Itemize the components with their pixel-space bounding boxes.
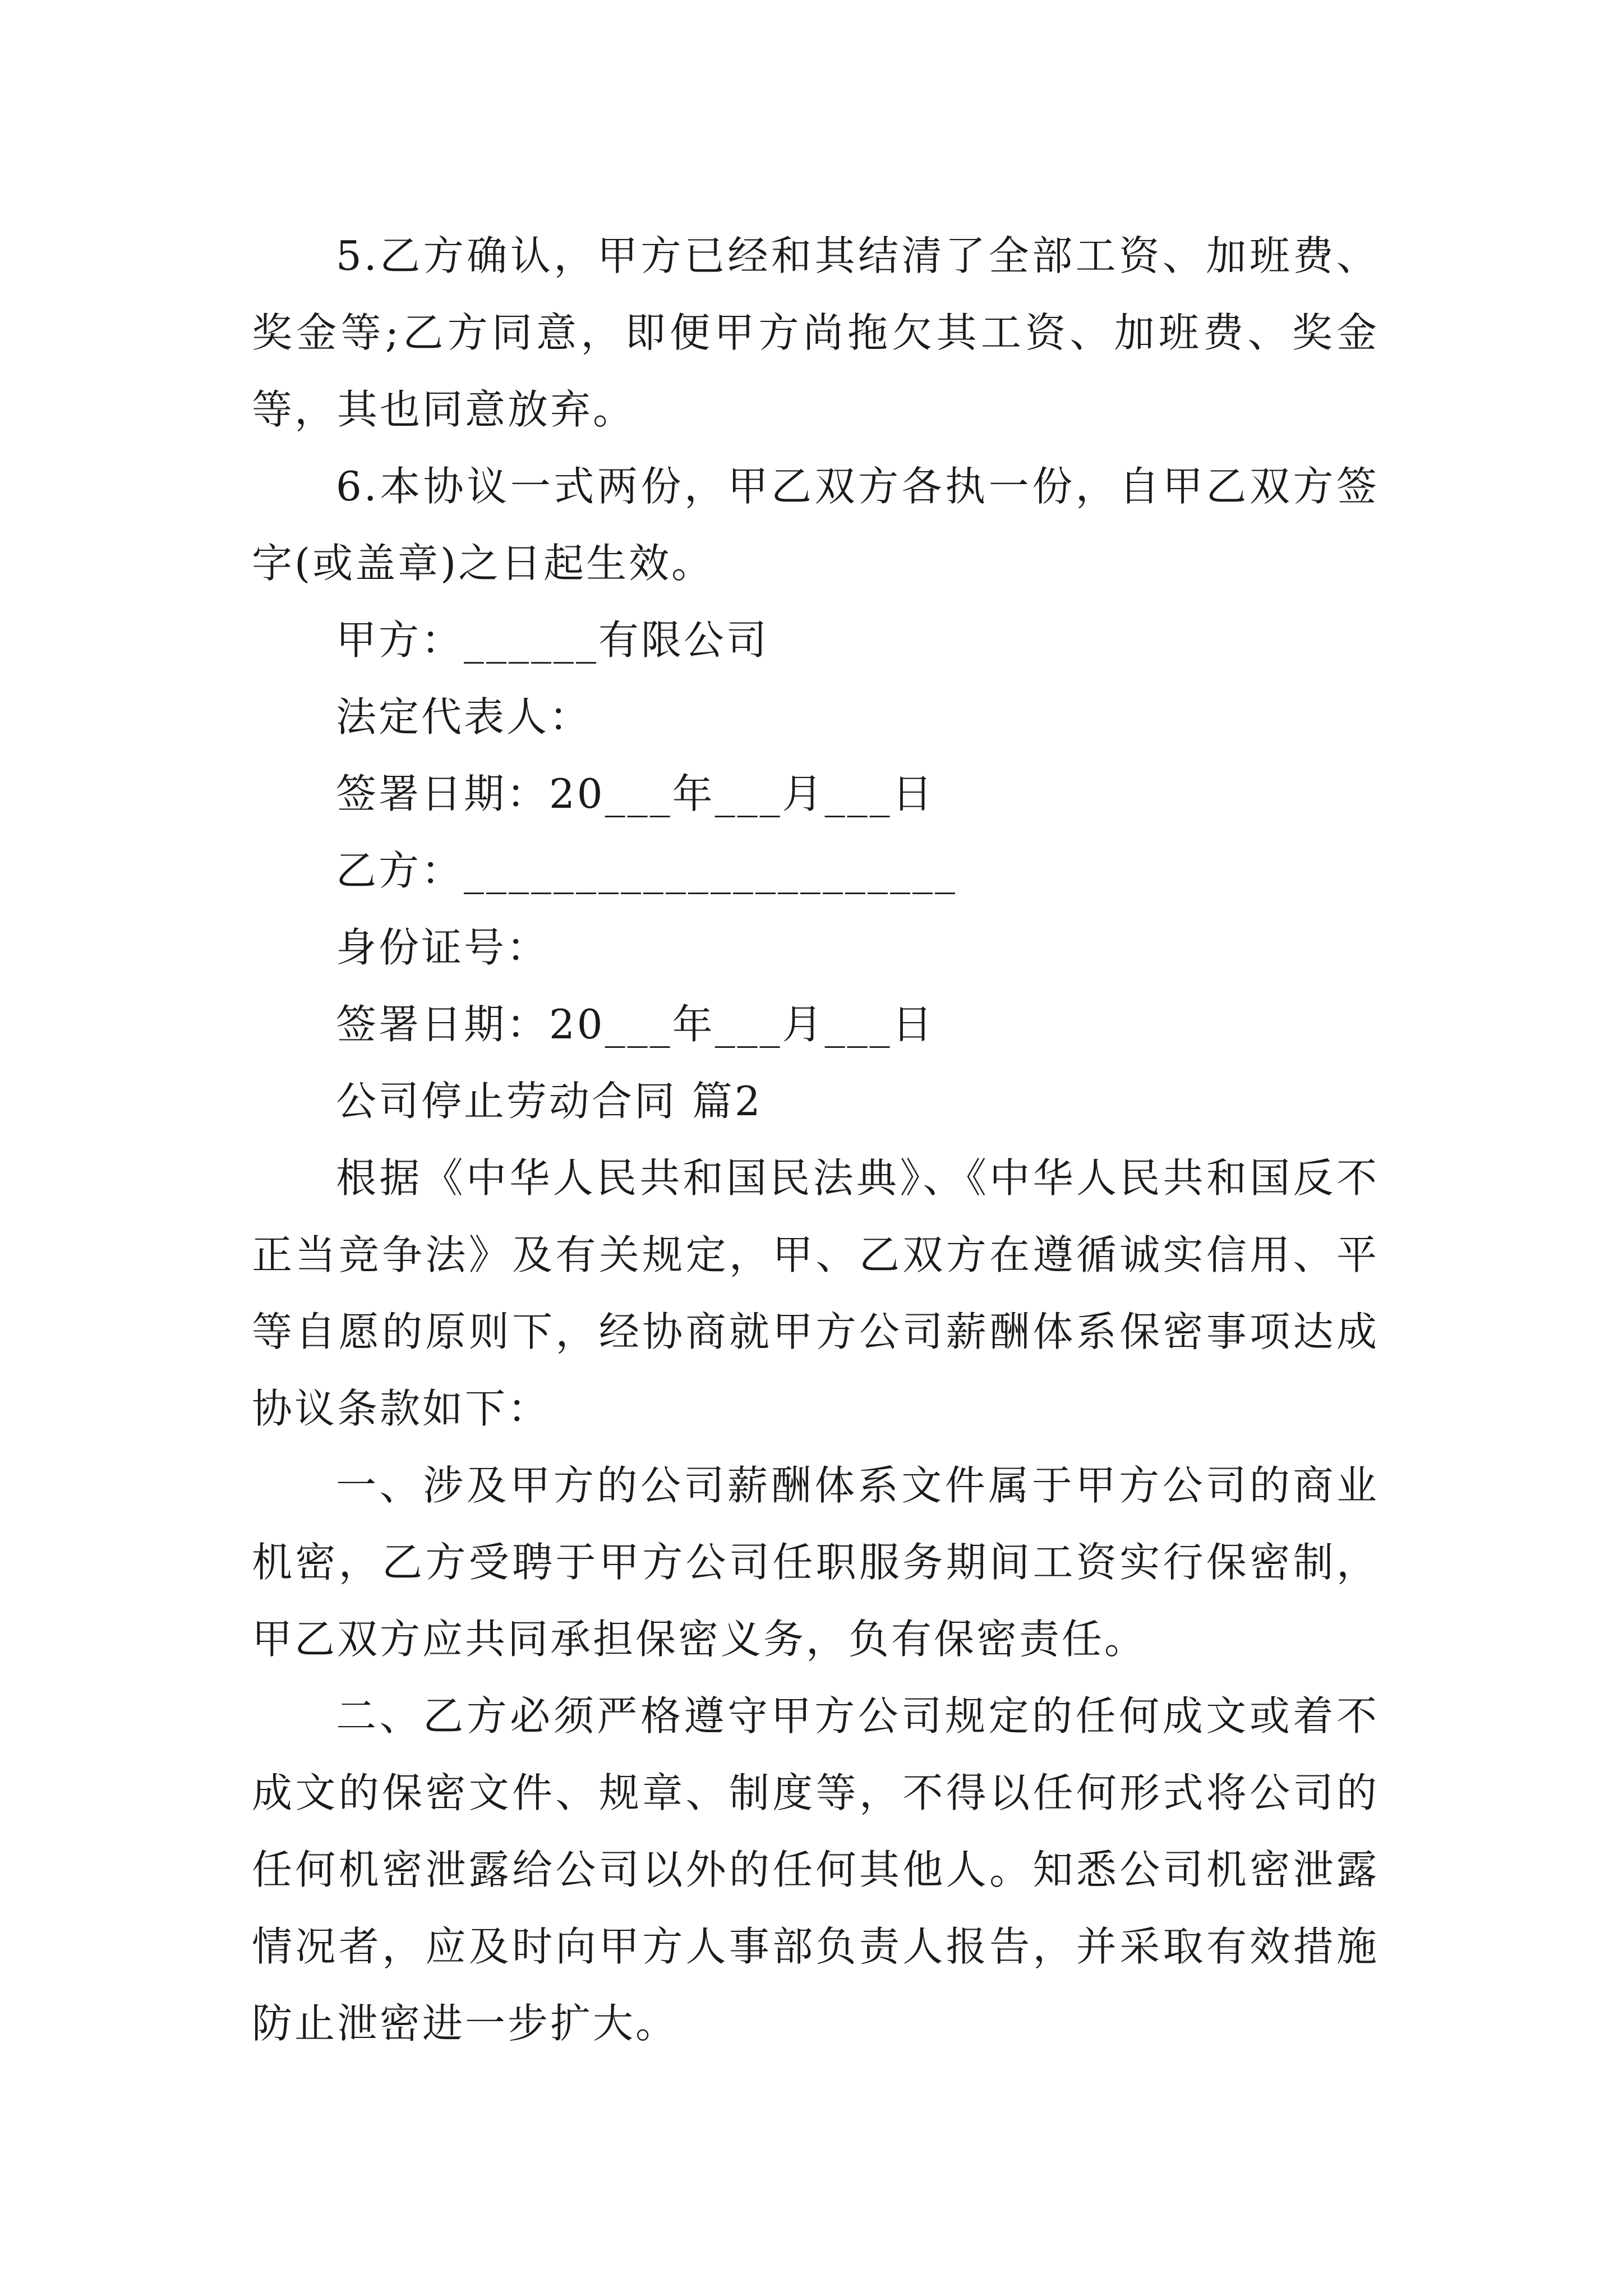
- preamble-paragraph: 根据《中华人民共和国民法典》、《中华人民共和国反不正当竞争法》及有关规定，甲、乙双方在遵循诚实信用、平等自愿的原则下，经协商就甲方公司薪酬体系保密事项达成协议条款如下：: [252, 1154, 1379, 1432]
- signing-date-a: 签署日期：20___年___月___日: [336, 770, 935, 817]
- document-body: [252, 218, 1379, 2062]
- signing-date-b: 签署日期：20___年___月___日: [336, 1001, 935, 1048]
- party-a-line: 甲方：______有限公司: [336, 616, 769, 664]
- article-2: 二、乙方必须严格遵守甲方公司规定的任何成文或着不成文的保密文件、规章、制度等，不得以任何形式将公司的任何机密泄露给公司以外的任何其他人。知悉公司机密泄露情况者，应及时向甲方人事部负责人报告，并采取有效措施防止泄密进一步扩大。: [252, 1692, 1379, 2047]
- legal-representative-line: 法定代表人：: [336, 693, 592, 740]
- section-heading: 公司停止劳动合同 篇2: [336, 1078, 763, 1125]
- party-b-line: 乙方：______________________: [336, 847, 958, 894]
- id-number-line: 身份证号：: [336, 924, 550, 971]
- clause-5: 5.乙方确认，甲方已经和其结清了全部工资、加班费、奖金等;乙方同意，即便甲方尚拖欠其工资、加班费、奖金等，其也同意放弃。: [252, 232, 1379, 433]
- clause-6: 6.本协议一式两份，甲乙双方各执一份，自甲乙双方签字(或盖章)之日起生效。: [252, 463, 1379, 587]
- article-1: 一、涉及甲方的公司薪酬体系文件属于甲方公司的商业机密，乙方受聘于甲方公司任职服务期间工资实行保密制，甲乙双方应共同承担保密义务，负有保密责任。: [252, 1462, 1379, 1663]
